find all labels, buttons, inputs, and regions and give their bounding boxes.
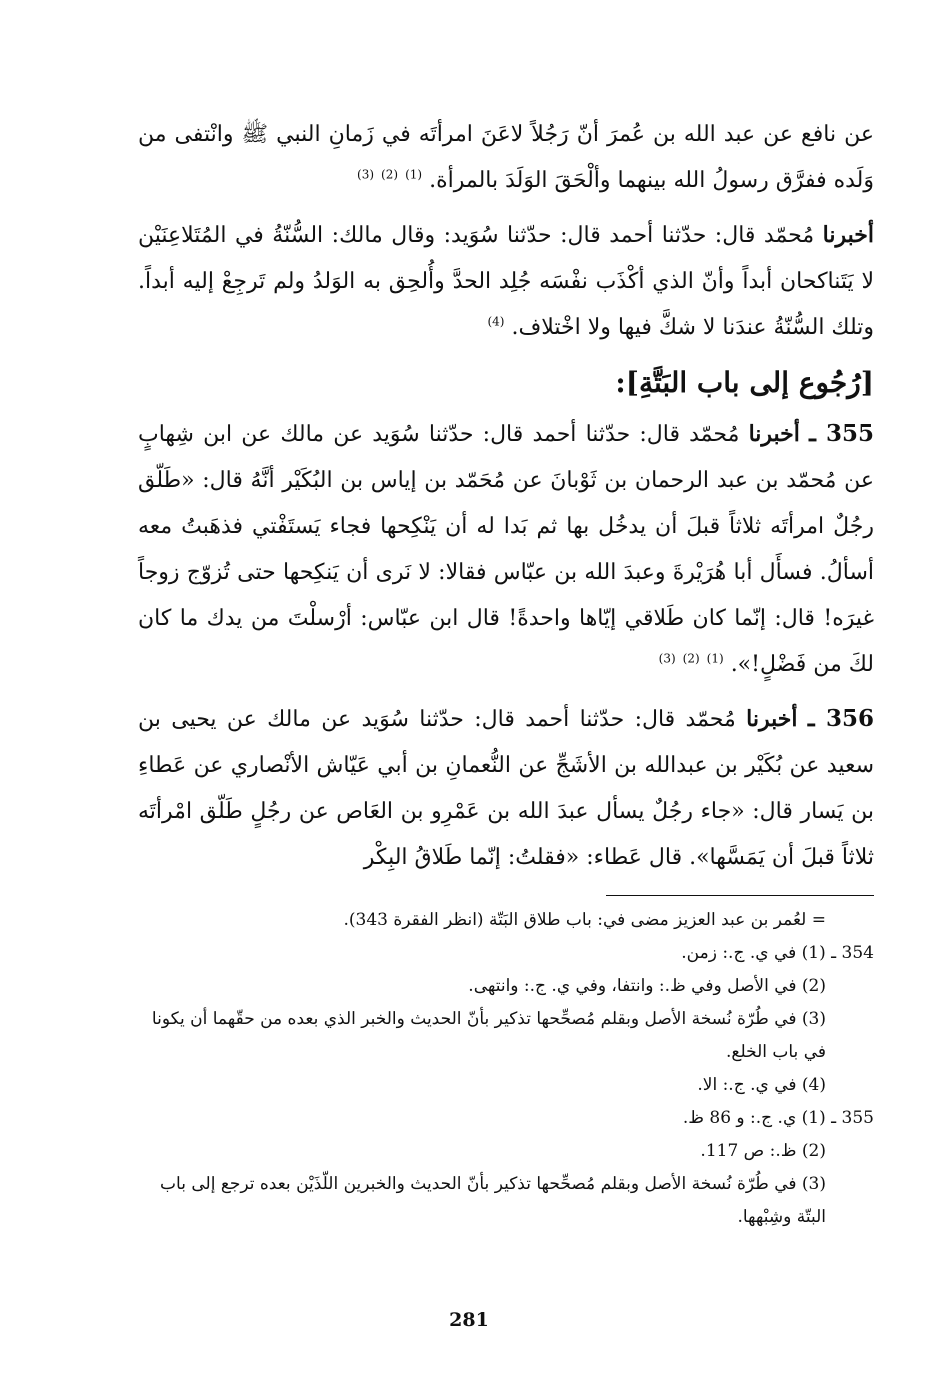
- footnote: 355 ـ (1) ي. ج.: و 86 ظ.: [682, 1108, 874, 1128]
- book-page: [138, 112, 874, 1352]
- footnote-marker: (3): [658, 651, 676, 666]
- paragraph-text: مُحمّد قال: حدّثنا أحمد قال: حدّثنا سُوَيد عن مالك عن ابن شِهابٍ عن مُحمّد بن عبد الرحمان بن ثَوْبانَ عن مُحَمّد بن إياس بن البُكَيْر أنَّهُ قال: «طَلّق رجُلٌ امرأتَه ثلاثاً قبلَ أن يدخُل بها ثم بَدا له أن يَنْكِحها فجاء يَستَفْتي فذهَبتُ معه أسألُ. فسأَل أبا هُرَيْرةَ وعبدَ الله بن عبّاس فقالا: لا نَرى أن يَنكِحها حتى تُزوّج زوجاً غيرَه! قال: إنّما كان طَلاقي إيّاها واحدةً! قال ابن عبّاس: أرْسلْتَ من يدك ما كان لكَ من فَضْلٍ!».: [138, 422, 874, 677]
- footnote-marker: (1): [706, 651, 724, 666]
- hadith-number: 356 ـ: [807, 705, 875, 732]
- page-number: 281: [449, 1309, 489, 1331]
- paragraph-text: مُحمّد قال: حدّثنا أحمد قال: حدّثنا سُوَيد عن مالك عن يحيى بن سعيد عن بُكَيْر بن عبدالله بن الأشَجِّ عن النُّعمانِ بن أبي عَيّاش الأنْصاري عن عَطاءِ بن يَسار قال: «جاء رجُلٌ يسأل عبدَ الله بن عَمْرِو بن العَاص عن رجُلٍ طَلّق امْرأتَه ثلاثاً قبلَ أن يَمَسَّها». قال عَطاء: «فقلتُ: إنّما طَلاقُ البِكْر: [138, 707, 874, 870]
- footnote: (3) في طُرّة نُسخة الأصل وبقلم مُصحِّحها تذكير بأنّ الحديث والخبر الذي بعده من حقّهما أن يكونا في باب الخلع.: [151, 1009, 826, 1062]
- paragraph-355: [138, 411, 874, 688]
- footnote: = لعُمر بن عبد العزيز مضى في: باب طلاق البَتّة (انظر الفقرة 343).: [343, 910, 826, 930]
- footnote: (4) في ي. ج.: الا.: [697, 1075, 826, 1095]
- main-text: [138, 112, 874, 881]
- hadith-number: 355 ـ: [809, 420, 874, 447]
- paragraph-text: مُحمّد قال: حدّثنا أحمد قال: حدّثنا سُوَيد: وقال مالك: السُّنّةُ في المُتَلاعِنَيْن لا يَتَناكحان أبداً وأنّ الذي أكْذَب نفْسَه جُلِد الحدَّ وأُلحِق به الوَلدُ ولم تَرجِعْ إليه أبداً. وتلك السُّنّةُ عندَنا لا شكَّ فيها ولا اخْتلاف.: [138, 223, 874, 340]
- paragraph-354-continuation: [138, 112, 874, 204]
- footnote-marker: (1): [405, 167, 423, 182]
- narration-lead: أخبرنا: [746, 706, 798, 732]
- footnote-separator: [606, 895, 874, 896]
- footnote-marker: (2): [381, 167, 399, 182]
- narration-lead: أخبرنا: [822, 222, 874, 248]
- paragraph-malik-statement: [138, 212, 874, 351]
- footnote-marker: (2): [682, 651, 700, 666]
- footnote: (2) في الأصل وفي ظ.: وانتفا، وفي ي. ج.: وانتهى.: [468, 976, 826, 996]
- narration-lead: أخبرنا: [748, 421, 800, 447]
- footnote-marker: (3): [357, 167, 375, 182]
- footnote: (3) في طُرّة نُسخة الأصل وبقلم مُصحِّحها تذكير بأنّ الحديث والخبرين اللّذَيْن بعده ترجع إلى باب البتّة وشِبْهها.: [160, 1174, 826, 1227]
- footnotes: [138, 904, 874, 1234]
- paragraph-text: عن نافع عن عبد الله بن عُمرَ أنّ رَجُلاً لاعَنَ امرأتَه في زَمانِ النبي ﷺ وانْتفى من وَلَده ففرَّق رسولُ الله بينهما وألْحَقَ الوَلَدَ بالمرأة.: [138, 122, 874, 193]
- footnote-marker: (4): [487, 314, 505, 329]
- section-heading: [رُجُوع إلى باب البَتَّةِ]:: [615, 366, 874, 399]
- paragraph-356: [138, 696, 874, 881]
- footnote: 354 ـ (1) في ي. ج.: زمن.: [681, 943, 874, 963]
- footnote: (2) ظ.: ص 117.: [700, 1141, 826, 1161]
